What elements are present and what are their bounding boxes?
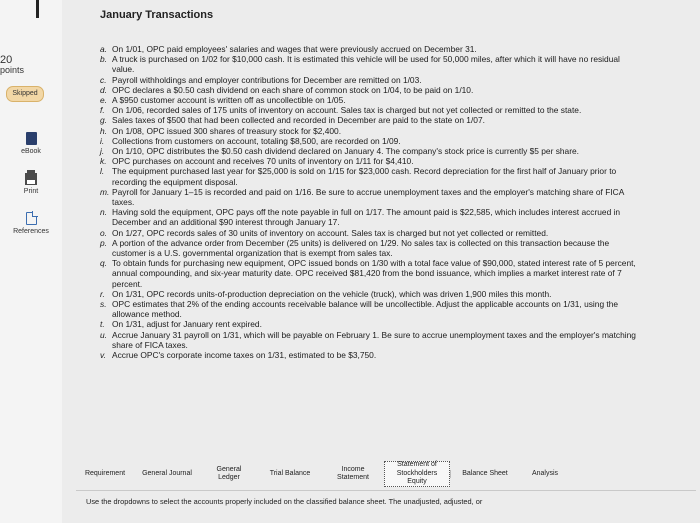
transaction-item [84, 85, 640, 95]
transaction-letter: q. [100, 258, 107, 269]
transaction-letter: f. [100, 105, 105, 116]
transaction-letter: c. [100, 74, 107, 85]
print-icon [25, 173, 37, 185]
transaction-letter: h. [100, 125, 107, 136]
transaction-text: On 1/08, OPC issued 300 shares of treasury stock for $2,400. [112, 125, 342, 136]
transaction-letter: v. [100, 350, 106, 361]
ebook-label: eBook [21, 148, 41, 155]
page-title: January Transactions [100, 9, 214, 21]
transaction-item [84, 146, 640, 156]
tab-general-journal[interactable]: General Journal [142, 469, 192, 477]
transaction-item [84, 75, 640, 85]
print-label: Print [23, 188, 39, 195]
instruction-text: Use the dropdowns to select the accounts properly included on the classified balance sheet. The unadjusted, adjusted, or [86, 497, 483, 506]
progress-marker [36, 0, 39, 18]
references-label: References [13, 228, 49, 235]
transaction-text: OPC estimates that 2% of the ending accounts receivable balance will be uncollectible. Adjust the applicable accounts on 1/31, using the allowance method. [112, 299, 619, 320]
transaction-text: A truck is purchased on 1/02 for $10,000 cash. It is estimated this vehicle will be used for 50,000 miles, after which it will have no residual value. [112, 54, 620, 75]
tab-income-statement[interactable]: Income Statement [337, 465, 369, 481]
transaction-item [84, 44, 640, 54]
transaction-letter: g. [100, 115, 107, 126]
transaction-letter: e. [100, 95, 107, 106]
transactions-list [84, 44, 640, 360]
transaction-item [84, 95, 640, 105]
tab-bar [76, 460, 571, 488]
points-indicator [0, 55, 24, 75]
transaction-text: A $950 customer account is written off as uncollectible on 1/05. [112, 95, 346, 106]
transaction-item [84, 156, 640, 166]
transaction-letter: m. [100, 186, 110, 197]
transaction-item [84, 289, 640, 299]
tab-analysis[interactable]: Analysis [531, 469, 559, 477]
tab-balance-sheet[interactable]: Balance Sheet [450, 470, 519, 479]
transaction-text: On 1/06, recorded sales of 175 units of inventory on account. Sales tax is charged but not yet collected or remitted to the state. [112, 105, 582, 116]
transaction-item [84, 187, 640, 207]
points-value: 20 [0, 54, 13, 66]
transaction-letter: p. [100, 237, 107, 248]
transaction-item [84, 136, 640, 146]
transaction-letter: k. [100, 156, 107, 167]
points-label: points [0, 65, 25, 75]
transaction-text: On 1/31, OPC records units-of-production depreciation on the vehicle (truck), which was driven 1,900 miles this month. [112, 288, 552, 299]
transaction-letter: n. [100, 207, 107, 218]
ebook-icon [26, 132, 37, 145]
transaction-letter: d. [100, 84, 107, 95]
tab-general-ledger[interactable]: General Ledger [216, 465, 242, 481]
transaction-letter: b. [100, 54, 107, 65]
transaction-text: Having sold the equipment, OPC pays off the note payable in full on 1/17. The amount paid is $22,585, which includes interest accrued in December and an additional $90 interest through January 17. [112, 207, 621, 228]
transaction-letter: s. [100, 299, 107, 310]
transaction-text: OPC purchases on account and receives 70 units of inventory on 1/11 for $4,410. [112, 156, 414, 167]
tab-trial-balance[interactable]: Trial Balance [269, 469, 311, 477]
divider [76, 490, 696, 491]
transaction-text: Sales taxes of $500 that had been collected and recorded in December are paid to the state on 1/07. [112, 115, 485, 126]
transaction-item [84, 105, 640, 115]
transaction-item [84, 299, 640, 319]
transaction-text: The equipment purchased last year for $25,000 is sold on 1/15 for $23,000 cash. Record depreciation for the first half of January prior to recording the equipment disposal. [112, 166, 617, 187]
transaction-letter: u. [100, 329, 107, 340]
transaction-letter: j. [100, 146, 105, 157]
transaction-item [84, 166, 640, 186]
transaction-item [84, 319, 640, 329]
transaction-item [84, 258, 640, 289]
transaction-text: Collections from customers on account, totaling $8,500, are recorded on 1/09. [112, 135, 401, 146]
ebook-button[interactable] [0, 132, 62, 155]
references-icon [26, 212, 37, 225]
transaction-text: Accrue January 31 payroll on 1/31, which will be payable on February 1. Be sure to accrue unemployment taxes and the employer's matching share of FICA taxes. [112, 329, 636, 350]
transaction-item [84, 207, 640, 227]
skipped-badge: Skipped [6, 86, 44, 102]
transaction-text: On 1/01, OPC paid employees' salaries and wages that were previously accrued on December 31. [112, 44, 477, 54]
transaction-item [84, 238, 640, 258]
transaction-item [84, 115, 640, 125]
tab-statement-of-stockholders-equity[interactable]: Statement of Stockholders Equity [384, 461, 450, 487]
tab-requirement[interactable]: Requirement [84, 469, 126, 477]
transaction-text: Accrue OPC's corporate income taxes on 1/31, estimated to be $3,750. [112, 350, 377, 361]
transaction-text: On 1/10, OPC distributes the $0.50 cash dividend declared on January 4. The company's stock price is currently $5 per share. [112, 146, 579, 157]
transaction-text: On 1/27, OPC records sales of 30 units of inventory on account. Sales tax is charged but not yet collected or remitted. [112, 227, 549, 238]
transaction-letter: r. [100, 288, 105, 299]
transaction-letter: i. [100, 135, 105, 146]
transaction-item [84, 350, 640, 360]
transaction-item [84, 330, 640, 350]
transaction-text: A portion of the advance order from December (25 units) is delivered on 1/29. No sales tax is collected on this transaction because the customer is a U.S. governmental organization that is exempt from sales tax. [112, 237, 610, 259]
main-content [62, 0, 700, 523]
transaction-letter: t. [100, 319, 105, 330]
transaction-text: Payroll for January 1–15 is recorded and paid on 1/16. Be sure to accrue unemployment taxes and the employer's matching share of FICA taxes. [112, 186, 624, 208]
transaction-letter: o. [100, 227, 107, 238]
transaction-letter: a. [100, 44, 107, 54]
transaction-item [84, 228, 640, 238]
print-button[interactable] [0, 173, 62, 195]
transaction-text: Payroll withholdings and employer contributions for December are remitted on 1/03. [112, 74, 422, 85]
left-sidebar [0, 0, 63, 523]
references-button[interactable] [0, 212, 62, 235]
transaction-letter: l. [100, 166, 105, 177]
transaction-text: On 1/31, adjust for January rent expired. [112, 319, 262, 330]
transaction-item [84, 54, 640, 74]
transaction-text: OPC declares a $0.50 cash dividend on each share of common stock on 1/04, to be paid on 1/10. [112, 84, 474, 95]
transaction-item [84, 126, 640, 136]
transaction-text: To obtain funds for purchasing new equipment, OPC issued bonds on 1/30 with a total face value of $90,000, stated interest rate of 5 percent, annual compounding, and six-year maturity date. OPC received $81,420 from the bond issuance, which implies a market interest rate of 7 percent. [112, 258, 636, 289]
